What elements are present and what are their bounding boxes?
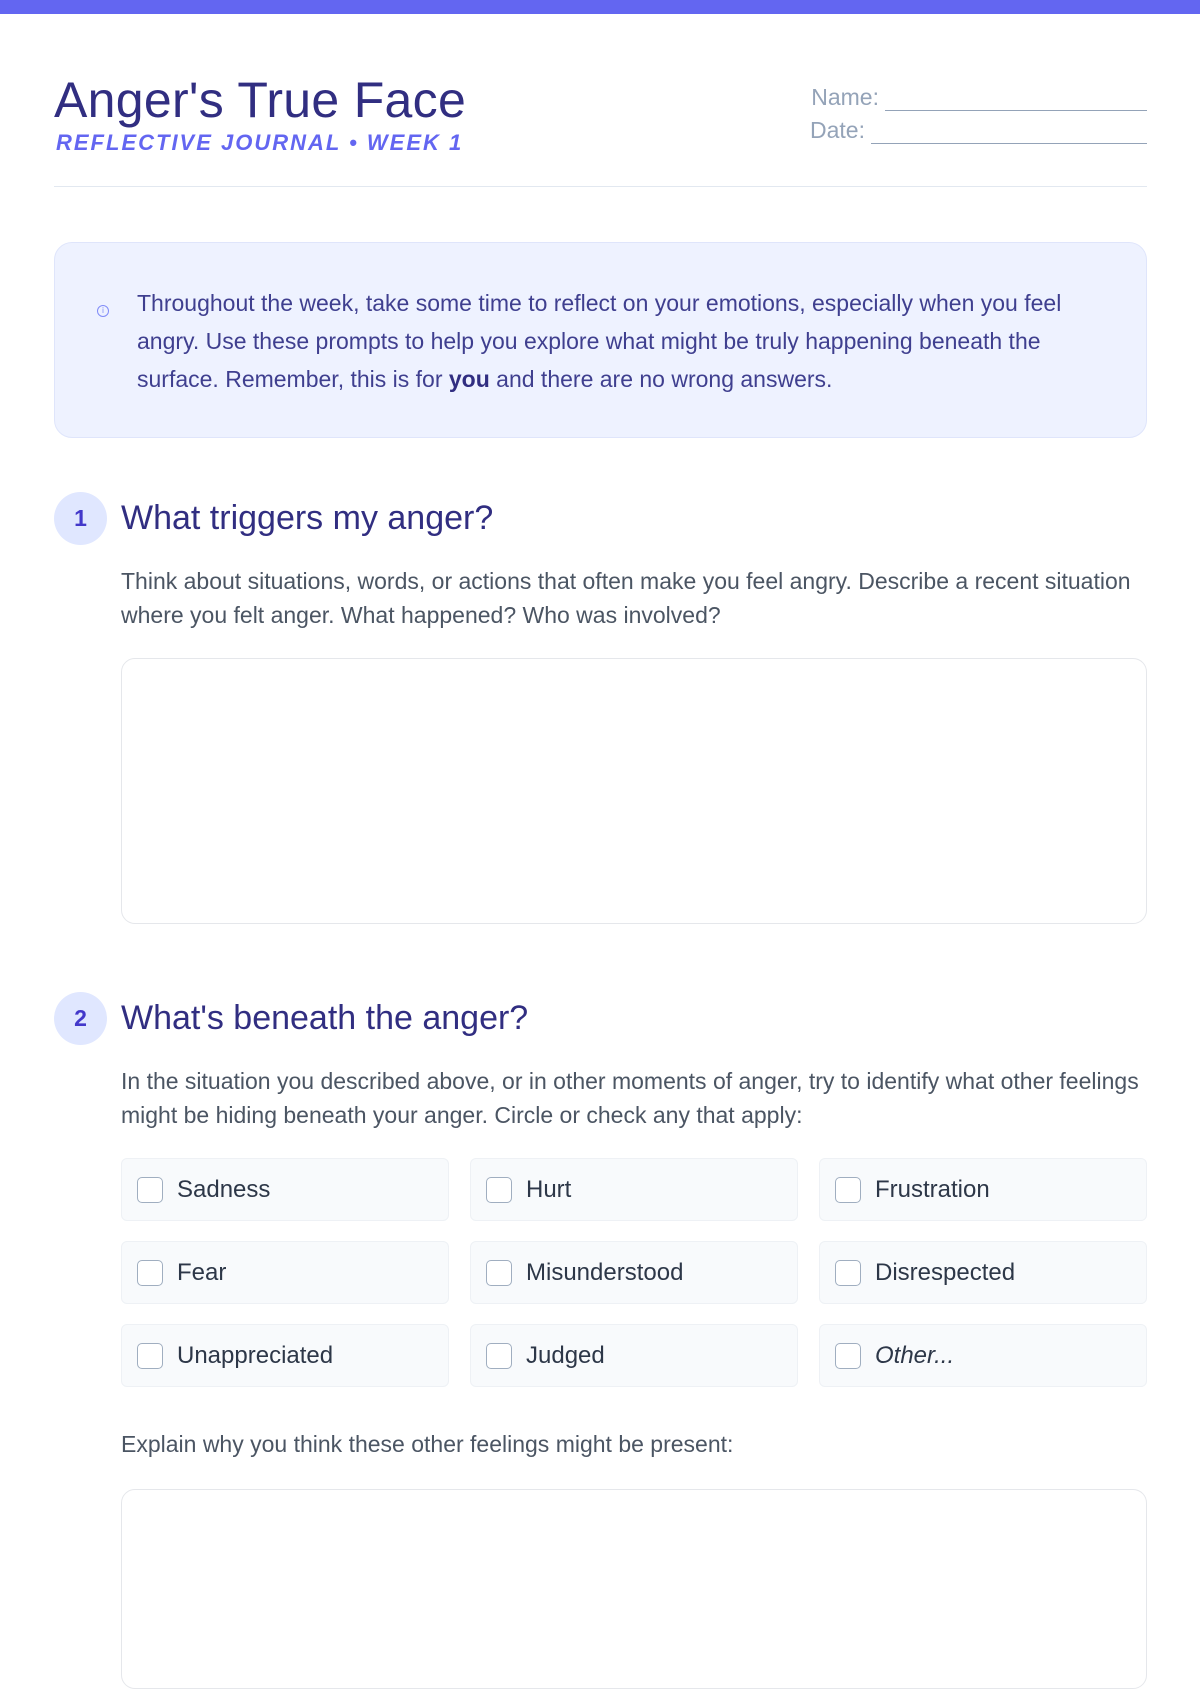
checkbox[interactable] — [486, 1343, 512, 1369]
section-description: In the situation you described above, or in other moments of anger, try to identify what other feelings might be hiding beneath your anger. Circle or check any that apply: — [121, 1068, 1139, 1128]
checkbox[interactable] — [835, 1177, 861, 1203]
info-icon: i — [97, 305, 109, 317]
feeling-option-misunderstood[interactable] — [470, 1241, 798, 1304]
feeling-option-sadness[interactable] — [121, 1158, 449, 1221]
feeling-option-disrespected[interactable] — [819, 1241, 1147, 1304]
feeling-label: Hurt — [526, 1176, 572, 1203]
checkbox[interactable] — [137, 1343, 163, 1369]
section-number-badge: 1 — [54, 492, 107, 545]
checkbox[interactable] — [137, 1177, 163, 1203]
header-divider — [54, 186, 1147, 187]
name-field[interactable] — [811, 84, 1147, 111]
explain-prompt: Explain why you think these other feelings might be present: — [121, 1431, 734, 1457]
checkbox[interactable] — [835, 1343, 861, 1369]
feeling-option-other[interactable] — [819, 1324, 1147, 1387]
name-blank-line[interactable] — [885, 88, 1147, 111]
date-blank-line[interactable] — [871, 121, 1147, 144]
instructions-box — [54, 242, 1147, 438]
feeling-label: Frustration — [875, 1176, 990, 1203]
date-label: Date: — [810, 117, 865, 143]
feeling-label: Judged — [526, 1342, 605, 1369]
feeling-option-hurt[interactable] — [470, 1158, 798, 1221]
feeling-label: Unappreciated — [177, 1342, 334, 1369]
feeling-option-judged[interactable] — [470, 1324, 798, 1387]
page-header — [54, 70, 1147, 190]
feeling-label: Misunderstood — [526, 1259, 684, 1286]
feeling-label: Sadness — [177, 1176, 271, 1203]
feeling-option-unappreciated[interactable] — [121, 1324, 449, 1387]
feeling-label: Other... — [875, 1342, 955, 1369]
section-number-badge: 2 — [54, 992, 107, 1045]
triggers-answer-box[interactable] — [121, 658, 1147, 924]
name-label: Name: — [811, 84, 879, 110]
section-description: Think about situations, words, or actions that often make you feel angry. Describe a recent situation where you felt anger. What happened? Who was involved? — [121, 568, 1131, 628]
instructions-text-emphasis: you — [448, 366, 490, 392]
date-field[interactable] — [810, 117, 1147, 144]
checkbox[interactable] — [486, 1260, 512, 1286]
section-title: What triggers my anger? — [121, 499, 494, 537]
instructions-text — [137, 284, 1117, 398]
feeling-label: Disrespected — [875, 1259, 1016, 1286]
section-title: What's beneath the anger? — [121, 999, 529, 1037]
instructions-text-end: and there are no wrong answers. — [489, 366, 833, 392]
checkbox[interactable] — [835, 1260, 861, 1286]
feeling-option-fear[interactable] — [121, 1241, 449, 1304]
instructions-text-start: Throughout the week, take some time to reflect on your emotions, especially when you feel angry. Use these prompts to help you explore what might be truly happening beneath the surface. Remember, this is for — [137, 290, 1062, 392]
page-title: Anger's True Face — [54, 72, 467, 128]
feeling-label: Fear — [177, 1259, 227, 1286]
top-accent-bar — [0, 0, 1200, 14]
feeling-option-frustration[interactable] — [819, 1158, 1147, 1221]
explain-answer-box[interactable] — [121, 1489, 1147, 1689]
checkbox[interactable] — [137, 1260, 163, 1286]
page-subtitle: REFLECTIVE JOURNAL • WEEK 1 — [56, 130, 464, 155]
checkbox[interactable] — [486, 1177, 512, 1203]
